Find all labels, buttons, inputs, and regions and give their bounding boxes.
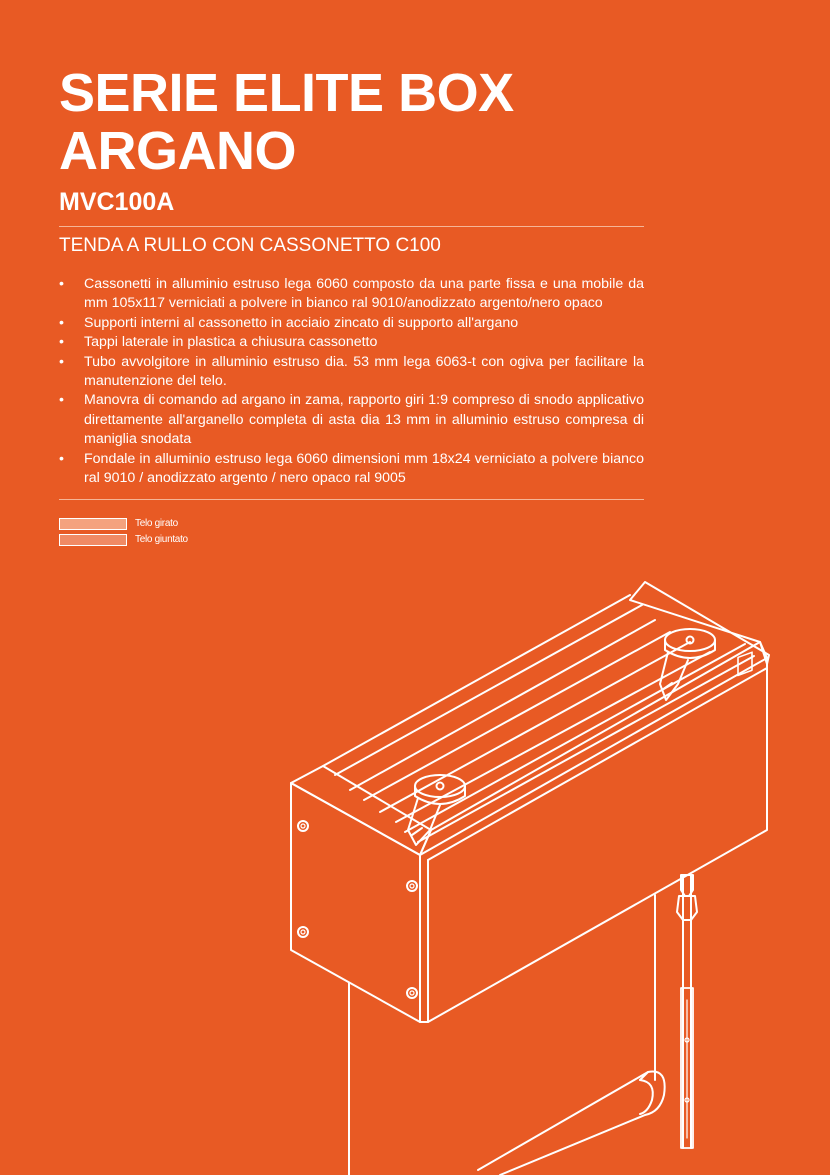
feature-item: • Tappi laterale in plastica a chiusura cassonetto [59,333,644,352]
legend-label: Telo giuntato [135,534,188,545]
title-line-2: ARGANO [59,121,296,181]
feature-item: • Tubo avvolgitore in alluminio estruso dia. 53 mm lega 6063-t con ogiva per facilitare la manutenzione del telo. [59,353,644,392]
feature-item: • Cassonetti in alluminio estruso lega 6060 composto da una parte fissa e una mobile da mm 105x117 verniciati a polvere in bianco ral 9010/anodizzato argento/nero opaco [59,275,644,314]
feature-item: • Fondale in alluminio estruso lega 6060 dimensioni mm 18x24 verniciato a polvere bianco ral 9010 / anodizzato argento / nero opaco ral 9005 [59,450,644,489]
crank-rod [677,875,697,1148]
feature-item: • Manovra di comando ad argano in zama, rapporto giri 1:9 compreso di snodo applicativo direttamente all'arganello completa di asta dia 13 mm in alluminio estruso compresa di maniglia snodata [59,391,644,449]
feature-item: • Supporti interni al cassonetto in acciaio zincato di supporto all'argano [59,314,644,333]
fabric-panel [349,895,655,1175]
product-code: MVC100A [59,188,175,216]
product-subtitle: TENDA A RULLO CON CASSONETTO C100 [59,235,441,256]
cassette-box [291,582,769,1022]
legend-label: Telo girato [135,518,178,529]
title-line-1: SERIE ELITE BOX [59,63,514,123]
roller-tube [478,1071,665,1175]
